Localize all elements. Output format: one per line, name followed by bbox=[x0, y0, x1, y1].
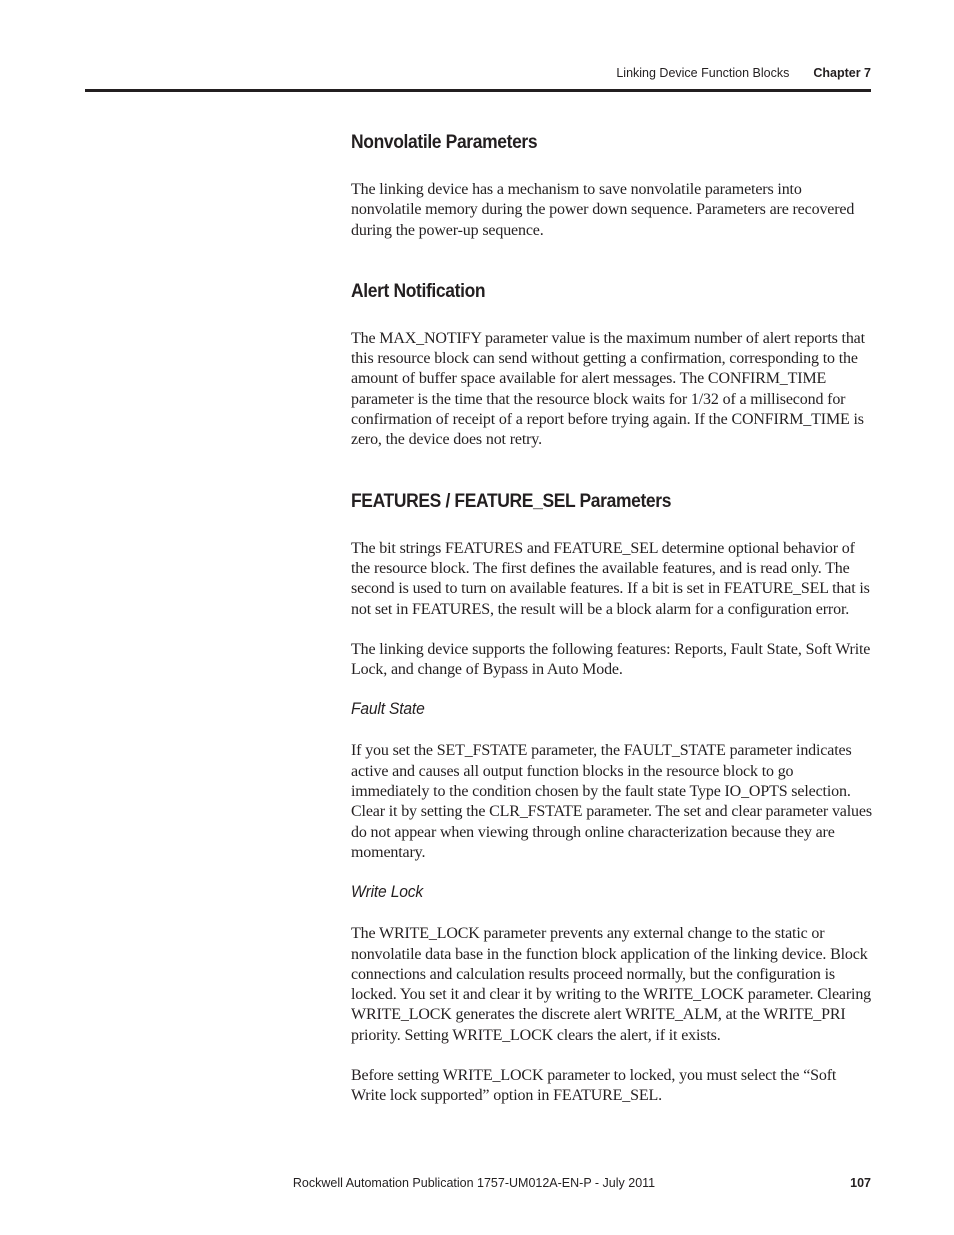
footer-publication: Rockwell Automation Publication 1757-UM012A-EN-P - July 2011 bbox=[292, 1176, 656, 1190]
page-number: 107 bbox=[850, 1176, 871, 1190]
header-rule bbox=[85, 89, 871, 92]
paragraph-features-2: The linking device supports the following features: Reports, Fault State, Soft Write Lock, and change of Bypass in Auto Mode. bbox=[351, 640, 871, 679]
heading-nonvolatile-parameters: Nonvolatile Parameters bbox=[351, 132, 538, 153]
paragraph-write-lock-2: Before setting WRITE_LOCK parameter to locked, you must select the “Soft Write lock supported” option in FEATURE_SEL. bbox=[351, 1067, 837, 1105]
header-chapter: Chapter 7 bbox=[813, 66, 871, 80]
heading-alert-notification: Alert Notification bbox=[351, 280, 486, 302]
page-footer bbox=[293, 1176, 871, 1190]
page-header bbox=[616, 66, 871, 80]
paragraph-write-lock-1: The WRITE_LOCK parameter prevents any external change to the static or nonvolatile data base in the function block application of the linking device. Block connections and calculation results proceed normally, but the configuration is locked. You set it and clear it by writing to the WRITE_LOCK parameter. Clearing WRITE_LOCK generates the discrete alert WRITE_ALM, at the WRITE_PRI priority. Setting WRITE_LOCK clears the alert, if it exists. bbox=[351, 925, 872, 1044]
paragraph-nonvolatile: The linking device has a mechanism to save nonvolatile parameters into nonvolatile memory during the power down sequence. Parameters are recovered during the power-up sequence. bbox=[351, 181, 855, 239]
subheading-fault-state: Fault State bbox=[351, 699, 425, 719]
paragraph-features-1: The bit strings FEATURES and FEATURE_SEL determine optional behavior of the resource block. The first defines the available features, and is read only. The second is used to turn on available features. If a bit is set in FEATURE_SEL that is not set in FEATURES, the result will be a block alarm for a configuration error. bbox=[351, 539, 870, 618]
heading-features: FEATURES / FEATURE_SEL Parameters bbox=[351, 490, 672, 512]
main-content bbox=[351, 132, 873, 1107]
paragraph-alert: The MAX_NOTIFY parameter value is the maximum number of alert reports that this resource block can send without getting a confirmation, corresponding to the amount of buffer space available for alert messages. The CONFIRM_TIME parameter is the time that the resource block waits for 1/32 of a millisecond for confirmation of receipt of a report before trying again. If the CONFIRM_TIME is zero, the device does not retry. bbox=[351, 329, 865, 449]
paragraph-fault-state: If you set the SET_FSTATE parameter, the FAULT_STATE parameter indicates active and causes all output function blocks in the resource block to go immediately to the condition chosen by the fault state Type IO_OPTS selection. Clear it by setting the CLR_FSTATE parameter. The set and clear parameter values do not appear when viewing through online characterization because they are momentary. bbox=[351, 742, 872, 861]
header-section-title: Linking Device Function Blocks bbox=[616, 66, 790, 80]
subheading-write-lock: Write Lock bbox=[351, 882, 424, 902]
